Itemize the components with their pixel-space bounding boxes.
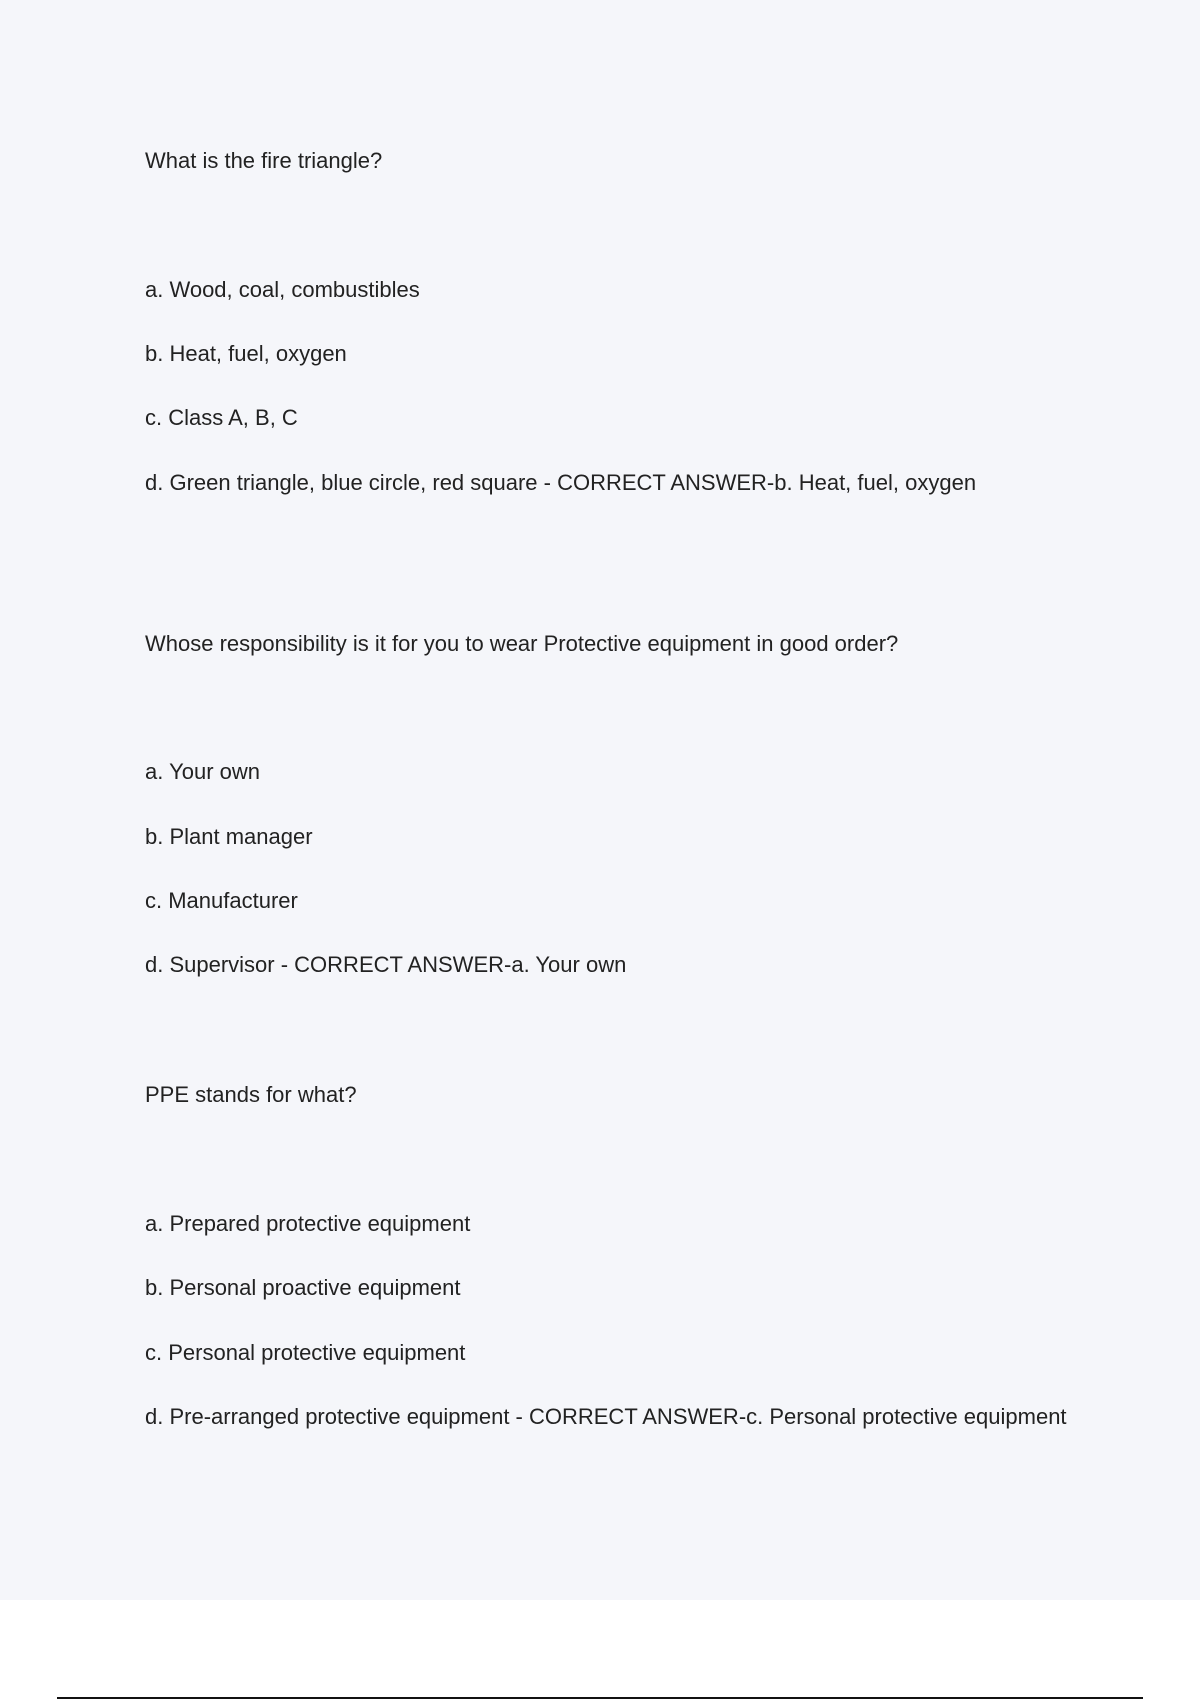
question-1-option-a: a. Wood, coal, combustibles bbox=[145, 277, 420, 302]
question-2-option-c: c. Manufacturer bbox=[145, 888, 298, 913]
question-1-option-b: b. Heat, fuel, oxygen bbox=[145, 341, 347, 366]
question-2-option-d: d. Supervisor - CORRECT ANSWER-a. Your own bbox=[145, 952, 627, 977]
question-1-option-c: c. Class A, B, C bbox=[145, 405, 298, 430]
question-1-option-d: d. Green triangle, blue circle, red square - CORRECT ANSWER-b. Heat, fuel, oxygen bbox=[145, 470, 977, 495]
question-3-option-d: d. Pre-arranged protective equipment - CORRECT ANSWER-c. Personal protective equipment bbox=[145, 1404, 1067, 1429]
question-1-prompt: What is the fire triangle? bbox=[145, 148, 383, 173]
question-2-prompt: Whose responsibility is it for you to wear Protective equipment in good order? bbox=[145, 631, 899, 656]
question-3-prompt: PPE stands for what? bbox=[145, 1082, 357, 1107]
question-2-option-b: b. Plant manager bbox=[145, 824, 313, 849]
footer-divider bbox=[57, 1697, 1143, 1699]
question-3-option-c: c. Personal protective equipment bbox=[145, 1340, 466, 1365]
question-2-option-a: a. Your own bbox=[145, 759, 260, 784]
question-3-option-a: a. Prepared protective equipment bbox=[145, 1211, 471, 1236]
question-3-option-b: b. Personal proactive equipment bbox=[145, 1275, 461, 1300]
